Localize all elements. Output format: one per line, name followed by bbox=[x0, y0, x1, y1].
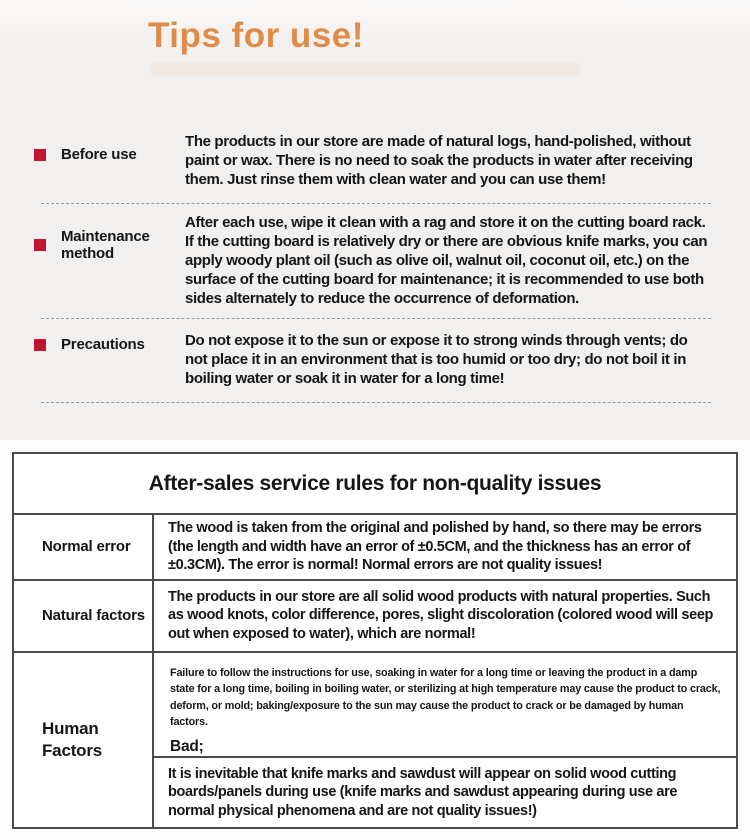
table-row-human-factors-1 bbox=[13, 652, 737, 758]
tip-label-column bbox=[0, 130, 185, 203]
row-text: It is inevitable that knife marks and sawdust will appear on solid wood cutting boards/panels during use (knife marks and sawdust appearing during use are normal physical phenomena and are not quality issues!) bbox=[153, 757, 737, 828]
tip-label-column bbox=[0, 204, 185, 318]
tip-before-use bbox=[0, 130, 750, 203]
row-text: The wood is taken from the original and polished by hand, so there may be errors (the length and width have an error of ±0.5CM, and the thickness has an error of ±0.3CM). The error is normal! Normal errors are not quality issues! bbox=[153, 514, 737, 580]
faded-subtitle-artifact bbox=[150, 62, 580, 76]
row-text: The products in our store are all solid wood products with natural properties. Such as wood knots, color difference, pores, slight discoloration (colored wood will seep out when exposed to water), which are normal! bbox=[153, 580, 737, 652]
red-square-bullet-icon bbox=[34, 339, 46, 351]
row-label: Normal error bbox=[13, 514, 153, 580]
tip-label: Maintenance method bbox=[61, 228, 150, 262]
page-title: Tips for use! bbox=[148, 16, 364, 55]
human-factors-bad-label: Bad; bbox=[170, 737, 204, 755]
tip-label-column bbox=[0, 319, 185, 402]
table-title: After-sales service rules for non-quality issues bbox=[13, 453, 737, 514]
after-sales-section bbox=[0, 440, 750, 840]
tip-maintenance-method bbox=[0, 204, 750, 318]
tip-precautions bbox=[0, 319, 750, 402]
tip-text: The products in our store are made of natural logs, hand-polished, without paint or wax. There is no need to soak the products in water after receiving them. Just rinse them with clean water and you can use them! bbox=[185, 133, 693, 188]
table-row-normal-error bbox=[13, 514, 737, 580]
tip-text: After each use, wipe it clean with a rag and store it on the cutting board rack. If the cutting board is relatively dry or there are obvious knife marks, you can apply woody plant oil (such as olive oil, walnut oil, coconut oil, etc.) on the surface of the cutting board for maintenance; it is recommended to use both sides alternately to reduce the occurrence of deformation. bbox=[185, 214, 708, 307]
red-square-bullet-icon bbox=[34, 149, 46, 161]
table-row-natural-factors bbox=[13, 580, 737, 652]
tip-label-wrap bbox=[34, 336, 185, 353]
tip-text: Do not expose it to the sun or expose it to strong winds through vents; do not place it in an environment that is too humid or too dry; do not boil it in boiling water or soak it in water for a long time! bbox=[185, 332, 688, 387]
red-square-bullet-icon bbox=[34, 239, 46, 251]
table-header-row bbox=[13, 453, 737, 514]
tip-label-wrap bbox=[34, 146, 185, 163]
row-label: Natural factors bbox=[13, 580, 153, 652]
human-factors-small-text: Failure to follow the instructions for use, soaking in water for a long time or leaving the product in a damp state for a long time, boiling in boiling water, or sterilizing at high temperature may cause the product to crack, deform, or mold; baking/exposure to the sun may cause the product to crack or be damaged by human factors. bbox=[170, 666, 721, 728]
row-text bbox=[153, 652, 737, 758]
tip-label-wrap bbox=[34, 228, 185, 262]
tip-label: Precautions bbox=[61, 336, 145, 353]
tip-label: Before use bbox=[61, 146, 137, 163]
tips-list bbox=[0, 130, 750, 403]
dashed-divider bbox=[41, 402, 711, 403]
row-label: Human Factors bbox=[13, 652, 153, 829]
after-sales-table bbox=[12, 452, 738, 829]
